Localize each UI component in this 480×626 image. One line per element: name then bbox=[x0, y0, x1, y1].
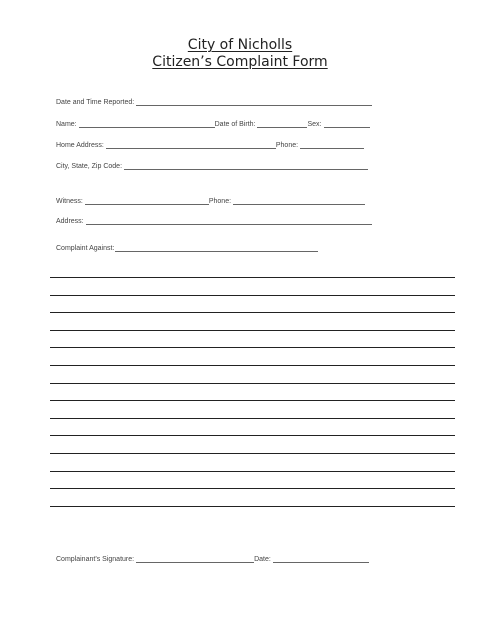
date-field[interactable] bbox=[273, 554, 369, 563]
complaint-line[interactable] bbox=[50, 488, 455, 489]
complaint-line[interactable] bbox=[50, 365, 455, 366]
witness-field[interactable] bbox=[85, 196, 209, 205]
date-time-reported-row bbox=[56, 96, 372, 107]
witness-phone-label: Phone: bbox=[208, 198, 232, 205]
sex-label: Sex: bbox=[307, 121, 322, 128]
address-label: Address: bbox=[56, 218, 84, 225]
address-field[interactable] bbox=[86, 216, 372, 225]
complaint-line[interactable] bbox=[50, 330, 455, 331]
complaint-line[interactable] bbox=[50, 312, 455, 313]
name-field[interactable] bbox=[79, 119, 215, 128]
complaint-line[interactable] bbox=[50, 453, 455, 454]
complainant-signature-label: Complainant’s Signature: bbox=[56, 556, 135, 563]
name-row bbox=[56, 118, 370, 129]
phone-field[interactable] bbox=[300, 140, 364, 149]
complaint-line[interactable] bbox=[50, 435, 455, 436]
signature-row bbox=[56, 553, 369, 564]
complaint-line[interactable] bbox=[50, 295, 455, 296]
complaint-line[interactable] bbox=[50, 418, 455, 419]
home-address-row bbox=[56, 139, 364, 150]
date-time-reported-field[interactable] bbox=[136, 97, 372, 106]
complaint-line[interactable] bbox=[50, 400, 455, 401]
date-of-birth-label: Date of Birth: bbox=[214, 121, 256, 128]
complaint-against-row bbox=[56, 242, 318, 253]
phone-label: Phone: bbox=[275, 142, 299, 149]
complaint-line[interactable] bbox=[50, 277, 455, 278]
date-time-reported-label: Date and Time Reported: bbox=[56, 99, 135, 106]
sex-field[interactable] bbox=[324, 119, 370, 128]
home-address-field[interactable] bbox=[106, 140, 276, 149]
complaint-line[interactable] bbox=[50, 383, 455, 384]
city-state-zip-field[interactable] bbox=[124, 161, 368, 170]
witness-row bbox=[56, 195, 365, 206]
complaint-against-field[interactable] bbox=[115, 243, 318, 252]
date-of-birth-field[interactable] bbox=[257, 119, 307, 128]
witness-label: Witness: bbox=[56, 198, 83, 205]
complaint-against-label: Complaint Against: bbox=[56, 245, 115, 252]
home-address-label: Home Address: bbox=[56, 142, 104, 149]
date-label: Date: bbox=[254, 556, 271, 563]
address-row bbox=[56, 215, 372, 226]
form-title-city: City of Nicholls bbox=[187, 37, 293, 53]
form-title-complaint: Citizen’s Complaint Form bbox=[152, 54, 328, 70]
name-label: Name: bbox=[56, 121, 77, 128]
city-state-zip-label: City, State, Zip Code: bbox=[56, 163, 123, 170]
city-state-zip-row bbox=[56, 160, 368, 171]
complainant-signature-field[interactable] bbox=[136, 554, 254, 563]
complaint-line[interactable] bbox=[50, 347, 455, 348]
complaint-line[interactable] bbox=[50, 471, 455, 472]
witness-phone-field[interactable] bbox=[233, 196, 365, 205]
complaint-line[interactable] bbox=[50, 506, 455, 507]
